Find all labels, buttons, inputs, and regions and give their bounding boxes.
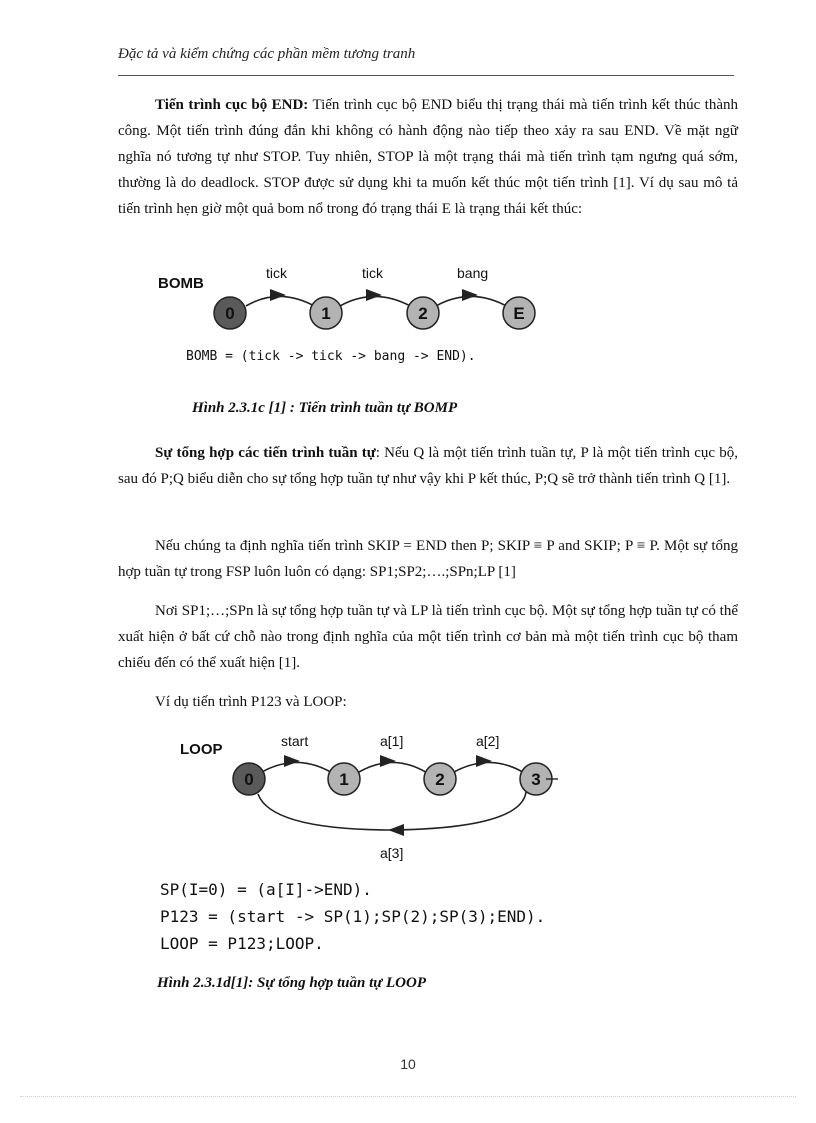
text-end-process: Tiến trình cục bộ END biểu thị trạng thái mà tiến trình kết thúc thành công. Một tiến trình đúng đắn khi không có hành động nào tiếp theo xảy ra sau END. Về mặt ngữ nghĩa nó tương tự như STOP. Tuy nhiên, STOP là một trạng thái mà tiến trình tạm ngưng quá sớm, thường là do deadlock. STOP được sử dụng khi ta muốn kết thúc một tiến trình [1]. Ví dụ sau mô tả tiến trình hẹn giờ một quả bom nổ trong đó trạng thái E là trạng thái kết thúc: xyxy=(118,97,738,217)
bomb-edge-1-2 xyxy=(340,296,414,308)
paragraph-end-process xyxy=(118,92,738,222)
loop-arrow-1 xyxy=(284,755,300,767)
bomb-code: BOMB = (tick -> tick -> bang -> END). xyxy=(186,349,476,364)
loop-edge-1-2 xyxy=(359,762,429,774)
loop-transition-label: a[2] xyxy=(476,733,500,749)
paragraph-where: Nơi SP1;…;SPn là sự tổng hợp tuần tự và LP là tiến trình cục bộ. Một sự tổng hợp tuần tự có thể xuất hiện ở bất cứ chỗ nào trong định nghĩa của một tiến trình cơ bản mà một tiến trình cục bộ tham chiếu đến có thể xuất hiện [1]. xyxy=(118,603,738,671)
loop-state-label: 2 xyxy=(435,770,445,789)
paragraph-example: Ví dụ tiến trình P123 và LOOP: xyxy=(155,694,347,710)
heading-end-process: Tiến trình cục bộ END: xyxy=(155,97,309,113)
loop-transition-label: start xyxy=(281,733,309,749)
bomb-state-label: 1 xyxy=(321,304,331,323)
loop-state-label: 1 xyxy=(339,770,349,789)
paragraph-skip: Nếu chúng ta định nghĩa tiến trình SKIP = END then P; SKIP ≡ P and SKIP; P ≡ P. Một sự tổng hợp tuần tự trong FSP luôn luôn có dạng: SP1;SP2;….;SPn;LP [1] xyxy=(118,538,738,580)
loop-edge-2-3 xyxy=(454,762,526,774)
bomb-state-label: 0 xyxy=(225,304,235,323)
bomb-state-label: 2 xyxy=(418,304,428,323)
page-header: Đặc tả và kiểm chứng các phần mềm tương tranh xyxy=(118,46,416,62)
loop-edge-3-0 xyxy=(258,792,526,830)
bomb-process-name: BOMB xyxy=(158,275,204,292)
loop-code-line: SP(I=0) = (a[I]->END). xyxy=(160,880,372,899)
bomb-edge-2-E xyxy=(436,296,510,308)
bomb-transition-label: tick xyxy=(362,265,383,281)
loop-code-line: LOOP = P123;LOOP. xyxy=(160,934,324,953)
loop-diagram xyxy=(176,728,576,868)
loop-edge-0-1 xyxy=(262,762,334,774)
loop-arrow-3 xyxy=(476,755,492,767)
loop-back-transition-label: a[3] xyxy=(380,845,404,861)
bomb-diagram xyxy=(150,262,570,372)
loop-code-line: P123 = (start -> SP(1);SP(2);SP(3);END). xyxy=(160,907,546,926)
loop-process-name: LOOP xyxy=(180,741,223,758)
figure-caption-bomb: Hình 2.3.1c [1] : Tiến trình tuần tự BOMP xyxy=(192,400,458,416)
loop-code-block xyxy=(160,876,545,957)
paragraph-sequential xyxy=(118,440,738,492)
figure-caption-loop: Hình 2.3.1d[1]: Sự tổng hợp tuần tự LOOP xyxy=(157,975,426,991)
loop-state-label: 0 xyxy=(244,770,254,789)
bomb-state-label: E xyxy=(513,304,525,323)
loop-transition-label: a[1] xyxy=(380,733,404,749)
page-number: 10 xyxy=(400,1056,416,1072)
bomb-transition-label: tick xyxy=(266,265,287,281)
bomb-arrow-2 xyxy=(366,289,382,301)
loop-state-label: 3 xyxy=(531,770,541,789)
loop-arrow-2 xyxy=(380,755,396,767)
heading-sequential: Sự tổng hợp các tiến trình tuần tự xyxy=(155,445,376,461)
loop-arrow-back xyxy=(388,824,404,836)
footer-divider xyxy=(20,1096,796,1097)
header-rule xyxy=(118,75,734,76)
bomb-arrow-3 xyxy=(462,289,478,301)
bomb-transition-label: bang xyxy=(457,265,489,281)
text-sequential: : Nếu Q là một tiến trình tuần tự, P là một tiến trình cục bộ, sau đó P;Q biểu diễn cho sự tổng hợp tuần tự như vậy khi P kết thúc, P;Q sẽ trở thành tiến trình Q [1]. xyxy=(118,445,738,487)
bomb-edge-0-1 xyxy=(246,296,318,308)
bomb-arrow-1 xyxy=(270,289,286,301)
